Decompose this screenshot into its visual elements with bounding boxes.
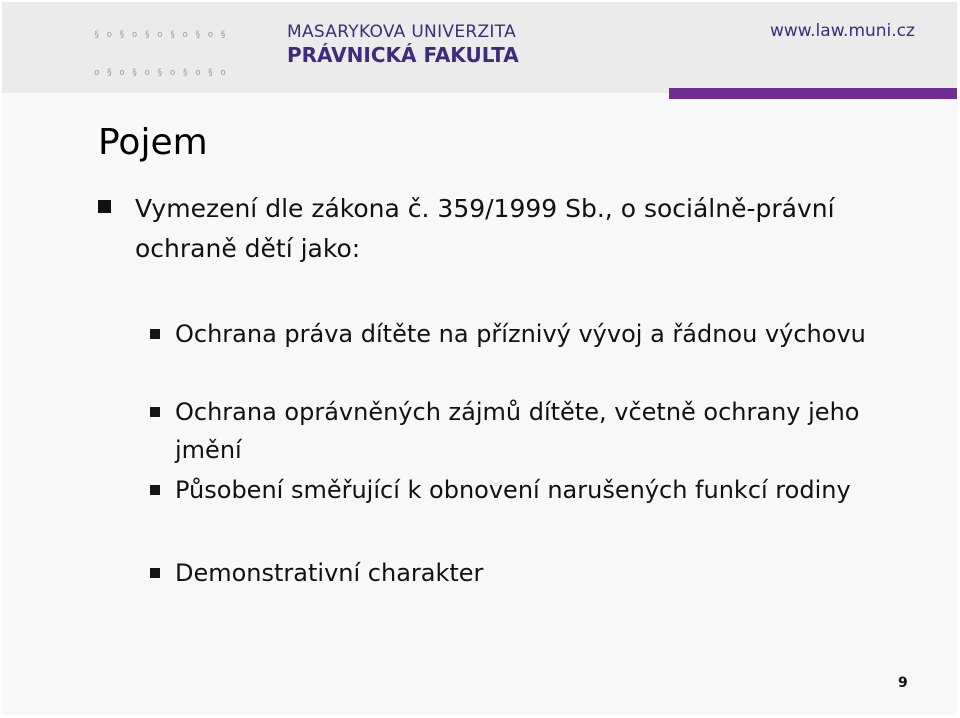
sub-bullet-text: Ochrana oprávněných zájmů dítěte, včetně ochrany jeho jmění <box>175 398 860 464</box>
slide <box>2 2 957 715</box>
pattern-row: o § o § o § o § o § o <box>94 67 227 78</box>
square-bullet-icon <box>150 485 160 495</box>
square-bullet-icon <box>150 407 160 417</box>
paragraph-pattern-decoration <box>2 2 266 93</box>
bullet-text: Vymezení dle zákona č. 359/1999 Sb., o sociálně-právní ochraně dětí jako: <box>135 194 835 263</box>
accent-bar <box>669 88 957 99</box>
pattern-row: § o § o § o § o § o § <box>94 29 227 40</box>
square-bullet-icon <box>150 568 160 578</box>
page-number: 9 <box>898 675 908 691</box>
sub-bullet-text: Působení směřující k obnovení narušených funkcí rodiny <box>175 476 851 504</box>
sub-bullet-text: Ochrana práva dítěte na příznivý vývoj a řádnou výchovu <box>175 320 866 348</box>
sub-bullet-text: Demonstrativní charakter <box>175 559 484 587</box>
square-bullet-icon <box>150 329 160 339</box>
website-link[interactable]: www.law.muni.cz <box>770 21 915 41</box>
slide-title: Pojem <box>98 122 208 163</box>
faculty-name: PRÁVNICKÁ FAKULTA <box>287 43 519 67</box>
slide-header <box>2 2 957 93</box>
square-bullet-icon <box>98 200 111 213</box>
university-name: MASARYKOVA UNIVERZITA <box>287 22 517 42</box>
